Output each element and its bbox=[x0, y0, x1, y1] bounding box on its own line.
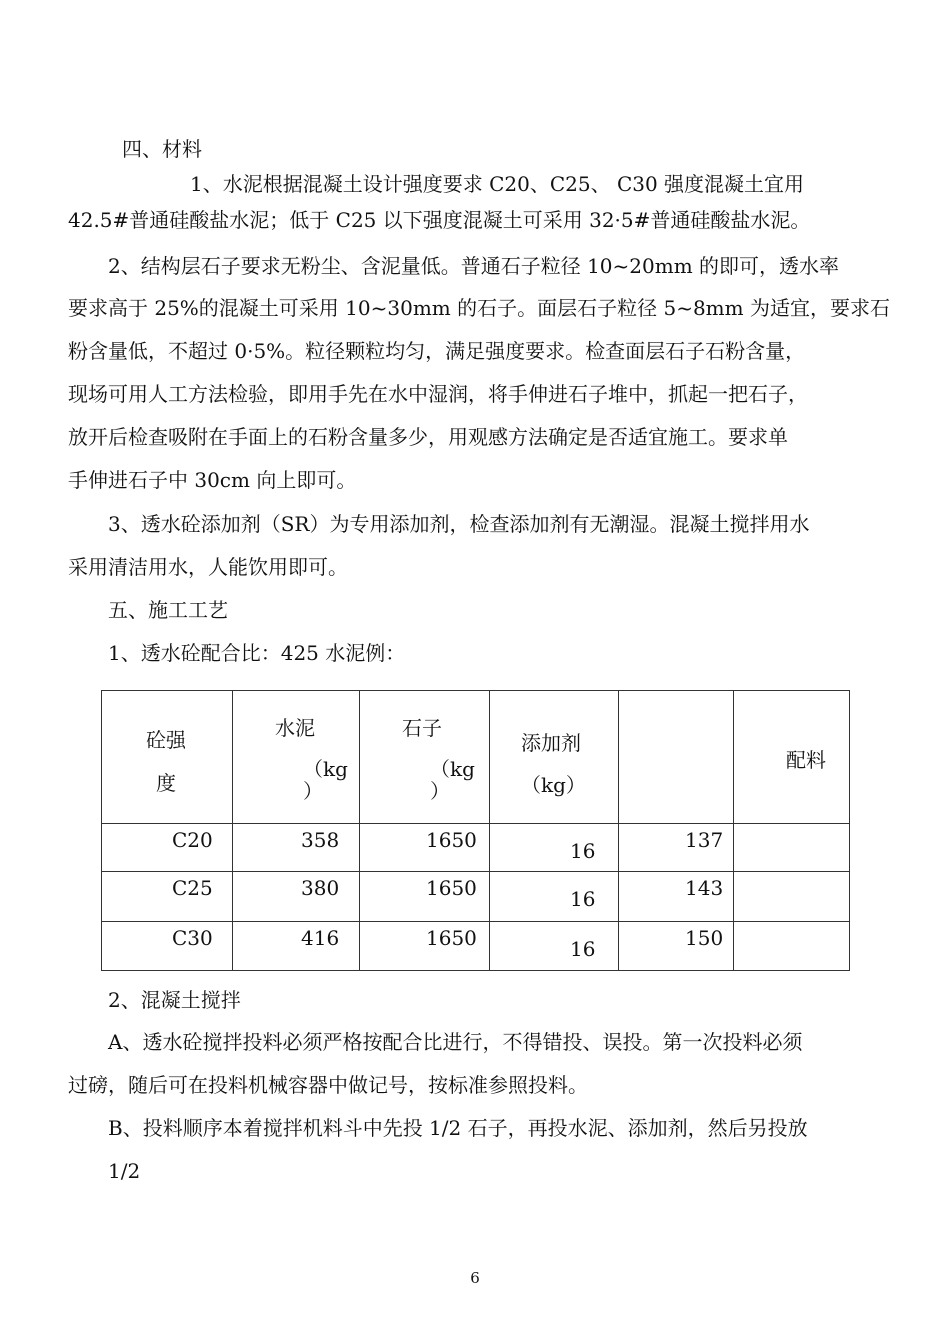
additive-value: 16 bbox=[570, 839, 596, 863]
table-header-row bbox=[102, 691, 850, 824]
paragraph-2-line-2: 要求高于 25%的混凝土可采用 10~30mm 的石子。面层石子粒径 5~8mm 为适宜，要求石 bbox=[68, 296, 890, 320]
cement-value: 380 bbox=[301, 876, 340, 900]
cell-grade bbox=[102, 922, 233, 971]
table-row bbox=[102, 824, 850, 872]
cell-water bbox=[619, 824, 734, 872]
cell-stone bbox=[360, 872, 490, 922]
cell-stone bbox=[360, 824, 490, 872]
header-stone-unit: （kg bbox=[430, 757, 475, 781]
header-mix: 配料 bbox=[786, 748, 826, 772]
cell-stone bbox=[360, 922, 490, 971]
paragraph-3-line-2: 采用清洁用水，人能饮用即可。 bbox=[68, 555, 348, 579]
cell-mix bbox=[734, 872, 850, 922]
cell-grade bbox=[102, 824, 233, 872]
cell-cement bbox=[233, 872, 360, 922]
header-stone: 石子 bbox=[402, 716, 442, 740]
paragraph-1-line-2: 42.5#普通硅酸盐水泥；低于 C25 以下强度混凝土可采用 32·5#普通硅酸盐水泥。 bbox=[68, 208, 811, 232]
header-additive-unit: （kg） bbox=[521, 773, 586, 797]
stone-value: 1650 bbox=[426, 926, 477, 950]
cement-value: 416 bbox=[301, 926, 340, 950]
mix-ratio-table bbox=[101, 690, 850, 971]
process-heading: 五、施工工艺 bbox=[108, 598, 228, 622]
table-row bbox=[102, 872, 850, 922]
paragraph-2-line-4: 现场可用人工方法检验，即用手先在水中湿润，将手伸进石子堆中，抓起一把石子， bbox=[68, 382, 808, 406]
header-strength-line-1: 砼强 bbox=[146, 728, 186, 752]
paragraph-1-line-1: 1、水泥根据混凝土设计强度要求 C20、C25、 C30 强度混凝土宜用 bbox=[190, 172, 805, 196]
paragraph-a-line-2: 过磅，随后可在投料机械容器中做记号，按标准参照投料。 bbox=[68, 1073, 588, 1097]
stone-value: 1650 bbox=[426, 828, 477, 852]
paragraph-2-line-5: 放开后检查吸附在手面上的石粉含量多少，用观感方法确定是否适宜施工。要求单 bbox=[68, 425, 788, 449]
paragraph-2-line-1: 2、结构层石子要求无粉尘、含泥量低。普通石子粒径 10~20mm 的即可，透水率 bbox=[108, 254, 840, 278]
materials-heading: 四、材料 bbox=[122, 137, 202, 161]
water-value: 143 bbox=[685, 876, 724, 900]
cell-cement bbox=[233, 922, 360, 971]
page-number: 6 bbox=[470, 1269, 480, 1287]
header-cement-unit: （kg bbox=[303, 757, 348, 781]
grade-value: C25 bbox=[172, 876, 213, 900]
header-cell-strength bbox=[102, 691, 233, 824]
cell-mix bbox=[734, 824, 850, 872]
header-cell-stone bbox=[360, 691, 490, 824]
cell-water bbox=[619, 922, 734, 971]
header-cell-mix bbox=[734, 691, 850, 824]
cement-value: 358 bbox=[301, 828, 340, 852]
paragraph-2-line-6: 手伸进石子中 30cm 向上即可。 bbox=[68, 468, 357, 492]
paragraph-a-line-1: A、透水砼搅拌投料必须严格按配合比进行，不得错投、误投。第一次投料必须 bbox=[108, 1030, 803, 1054]
additive-value: 16 bbox=[570, 937, 596, 961]
cell-additive bbox=[490, 824, 619, 872]
paragraph-3-line-1: 3、透水砼添加剂（SR）为专用添加剂，检查添加剂有无潮湿。混凝土搅拌用水 bbox=[108, 512, 810, 536]
grade-value: C30 bbox=[172, 926, 213, 950]
cell-cement bbox=[233, 824, 360, 872]
header-cement: 水泥 bbox=[275, 716, 315, 740]
paragraph-2-line-3: 粉含量低，不超过 0·5%。粒径颗粒均匀，满足强度要求。检查面层石子石粉含量， bbox=[68, 339, 806, 363]
header-additive: 添加剂 bbox=[521, 731, 581, 755]
cell-grade bbox=[102, 872, 233, 922]
header-cell-cement bbox=[233, 691, 360, 824]
grade-value: C20 bbox=[172, 828, 213, 852]
cell-additive bbox=[490, 922, 619, 971]
cell-mix bbox=[734, 922, 850, 971]
header-cell-water bbox=[619, 691, 734, 824]
header-stone-unit-close: ） bbox=[430, 779, 450, 803]
paragraph-b-line-1: B、投料顺序本着搅拌机料斗中先投 1/2 石子，再投水泥、添加剂，然后另投放 bbox=[108, 1116, 808, 1140]
header-cement-unit-close: ） bbox=[303, 779, 323, 803]
stone-value: 1650 bbox=[426, 876, 477, 900]
water-value: 137 bbox=[685, 828, 724, 852]
additive-value: 16 bbox=[570, 887, 596, 911]
header-cell-additive bbox=[490, 691, 619, 824]
header-strength-line-2: 度 bbox=[156, 771, 176, 795]
paragraph-b-line-2: 1/2 bbox=[108, 1159, 141, 1183]
table-row bbox=[102, 922, 850, 971]
water-value: 150 bbox=[685, 926, 724, 950]
mix-ratio-caption: 1、透水砼配合比：425 水泥例： bbox=[108, 641, 406, 665]
mixing-heading: 2、混凝土搅拌 bbox=[108, 988, 241, 1012]
cell-additive bbox=[490, 872, 619, 922]
cell-water bbox=[619, 872, 734, 922]
